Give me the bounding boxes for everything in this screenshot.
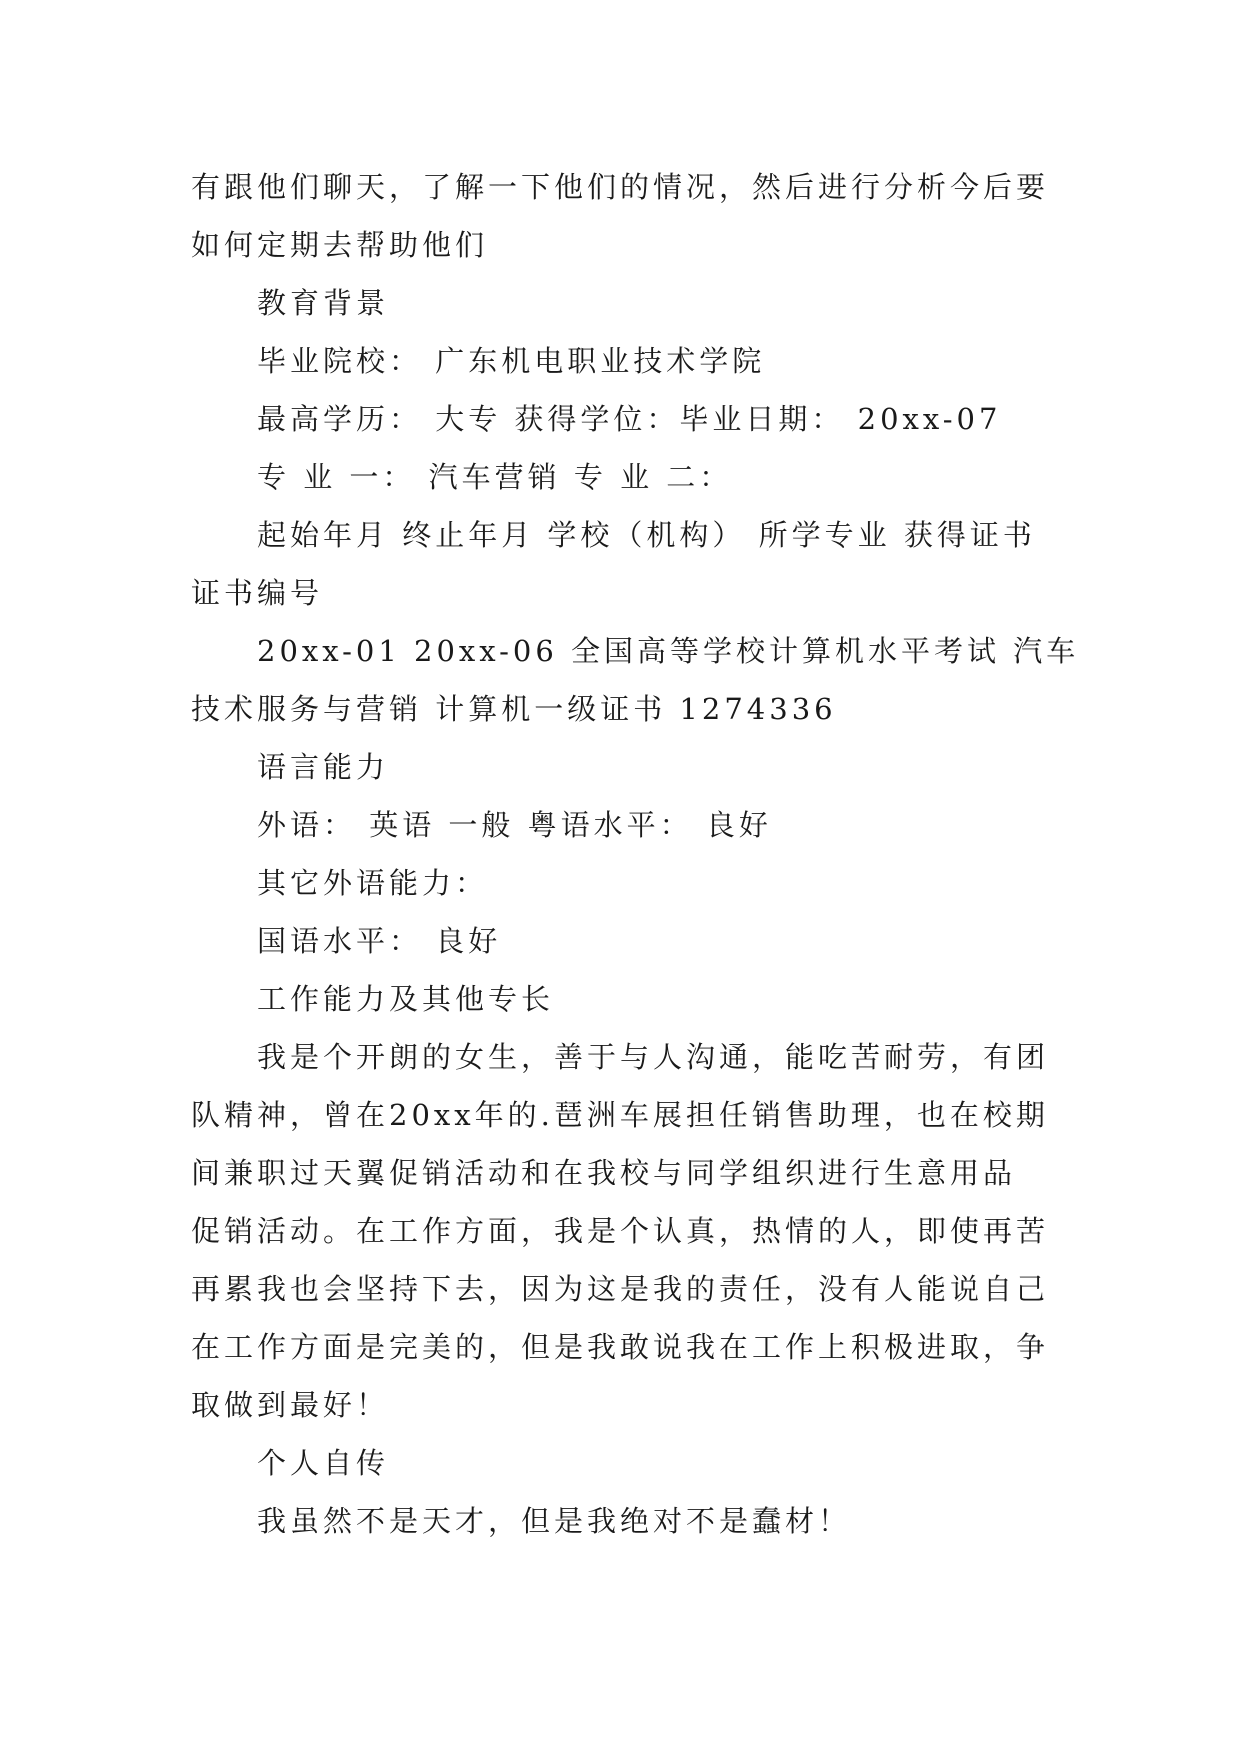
skills-paragraph-line: 再累我也会坚持下去，因为这是我的责任，没有人能说自己 [191,1272,1050,1306]
info-line-foreign-language: 外语： 英语 一般 粤语水平： 良好 [257,808,772,842]
skills-paragraph-line: 我是个开朗的女生，善于与人沟通，能吃苦耐劳，有团 [257,1040,1050,1074]
info-line-mandarin: 国语水平： 良好 [257,924,502,958]
skills-paragraph-line: 取做到最好！ [191,1388,390,1422]
section-heading-language: 语言能力 [257,750,390,784]
skills-paragraph-line: 在工作方面是完美的，但是我敢说我在工作上积极进取，争 [191,1330,1050,1364]
info-line-degree: 最高学历： 大专 获得学位：毕业日期： 20xx-07 [257,402,1002,436]
table-header-line: 起始年月 终止年月 学校（机构） 所学专业 获得证书 [257,518,1036,552]
body-text-line: 有跟他们聊天，了解一下他们的情况，然后进行分析今后要 [191,170,1050,204]
table-header-line-cont: 证书编号 [191,576,324,610]
section-heading-autobiography: 个人自传 [257,1446,390,1480]
skills-paragraph-line: 间兼职过天翼促销活动和在我校与同学组织进行生意用品 [191,1156,1017,1190]
info-line-major: 专 业 一： 汽车营销 专 业 二： [257,460,733,494]
section-heading-skills: 工作能力及其他专长 [257,982,555,1016]
info-line-school: 毕业院校： 广东机电职业技术学院 [257,344,766,378]
info-line-other-language: 其它外语能力： [257,866,489,900]
section-heading-education: 教育背景 [257,286,390,320]
autobiography-line: 我虽然不是天才，但是我绝对不是蠢材！ [257,1504,852,1538]
certificate-record-line: 20xx-01 20xx-06 全国高等学校计算机水平考试 汽车 [257,634,1080,668]
skills-paragraph-line: 促销活动。在工作方面，我是个认真，热情的人，即使再苦 [191,1214,1050,1248]
skills-paragraph-line: 队精神，曾在20xx年的.琶洲车展担任销售助理，也在校期 [191,1098,1049,1132]
certificate-record-line-cont: 技术服务与营销 计算机一级证书 1274336 [191,692,837,726]
body-text-line: 如何定期去帮助他们 [191,228,489,262]
document-body [191,158,1080,1550]
